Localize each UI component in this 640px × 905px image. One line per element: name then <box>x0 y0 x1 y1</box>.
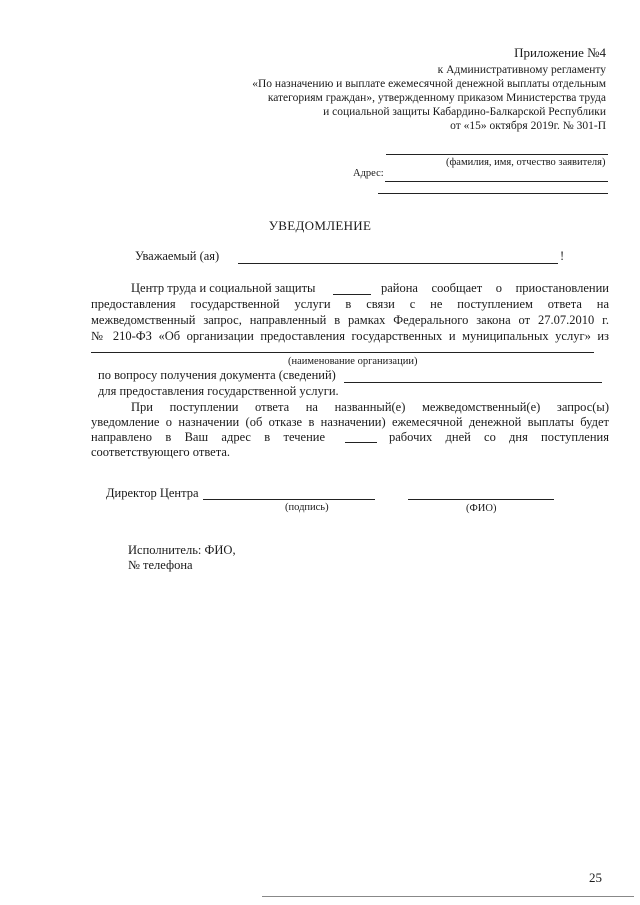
paragraph1-line4: № 210-ФЗ «Об организации предоставления государственных и муниципальных услуг» из <box>91 329 609 343</box>
request-line-text: по вопросу получения документа (сведений) <box>98 368 336 382</box>
signature-caption: (подпись) <box>285 502 329 513</box>
paragraph1-line1-end: района сообщает о приостановлении <box>381 281 609 295</box>
executor-line: Исполнитель: ФИО, <box>128 543 236 557</box>
applicant-name-line <box>386 154 608 155</box>
paragraph2-line2: уведомление о назначении (об отказе в назначении) ежемесячной денежной выплаты будет <box>91 415 609 429</box>
paragraph1-line2: предоставления государственной услуги в связи с не поступлением ответа на <box>91 297 609 311</box>
appendix-line-5: от «15» октября 2019г. № 301-П <box>450 120 606 132</box>
greeting-label: Уважаемый (ая) <box>135 249 220 263</box>
paragraph2-line3-end: рабочих дней со дня поступления <box>389 430 609 444</box>
fio-caption: (ФИО) <box>466 503 497 514</box>
organization-line <box>91 352 594 353</box>
days-blank <box>345 442 377 443</box>
fio-line <box>408 499 554 500</box>
appendix-line-2: «По назначению и выплате ежемесячной денежной выплаты отдельным <box>252 78 606 90</box>
paragraph2-line3-start: направлено в Ваш адрес в течение <box>91 430 325 444</box>
document-blank-line <box>344 382 602 383</box>
appendix-line-4: и социальной защиты Кабардино-Балкарской Республики <box>323 106 606 118</box>
greeting-name-line <box>238 263 558 264</box>
organization-caption: (наименование организации) <box>288 356 418 367</box>
appendix-line-3: категориям граждан», утвержденному приказом Министерства труда <box>267 92 606 104</box>
address-label: Адрес: <box>353 168 384 179</box>
paragraph2-line1: При поступлении ответа на названный(е) межведомственный(е) запрос(ы) <box>131 400 609 414</box>
greeting-end-mark: ! <box>560 249 565 263</box>
district-blank <box>333 294 371 295</box>
director-label: Директор Центра <box>106 486 199 500</box>
document-title: УВЕДОМЛЕНИЕ <box>268 218 372 233</box>
executor-phone: № телефона <box>128 558 193 572</box>
paragraph2-line4: соответствующего ответа. <box>91 445 230 459</box>
address-line-2 <box>378 193 608 194</box>
paragraph1-line1-start: Центр труда и социальной защиты <box>131 281 316 295</box>
address-line-1 <box>385 181 608 182</box>
signature-line <box>203 499 375 500</box>
page-number: 25 <box>589 870 602 885</box>
appendix-line-1: к Административному регламенту <box>437 64 606 76</box>
purpose-line: для предоставления государственной услуги. <box>98 384 339 398</box>
paragraph1-line3: межведомственный запрос, направленный в рамках Федерального закона от 27.07.2010 г. <box>91 313 609 327</box>
bottom-edge-line <box>262 896 634 897</box>
applicant-name-caption: (фамилия, имя, отчество заявителя) <box>446 157 606 168</box>
appendix-number: Приложение №4 <box>514 45 606 60</box>
